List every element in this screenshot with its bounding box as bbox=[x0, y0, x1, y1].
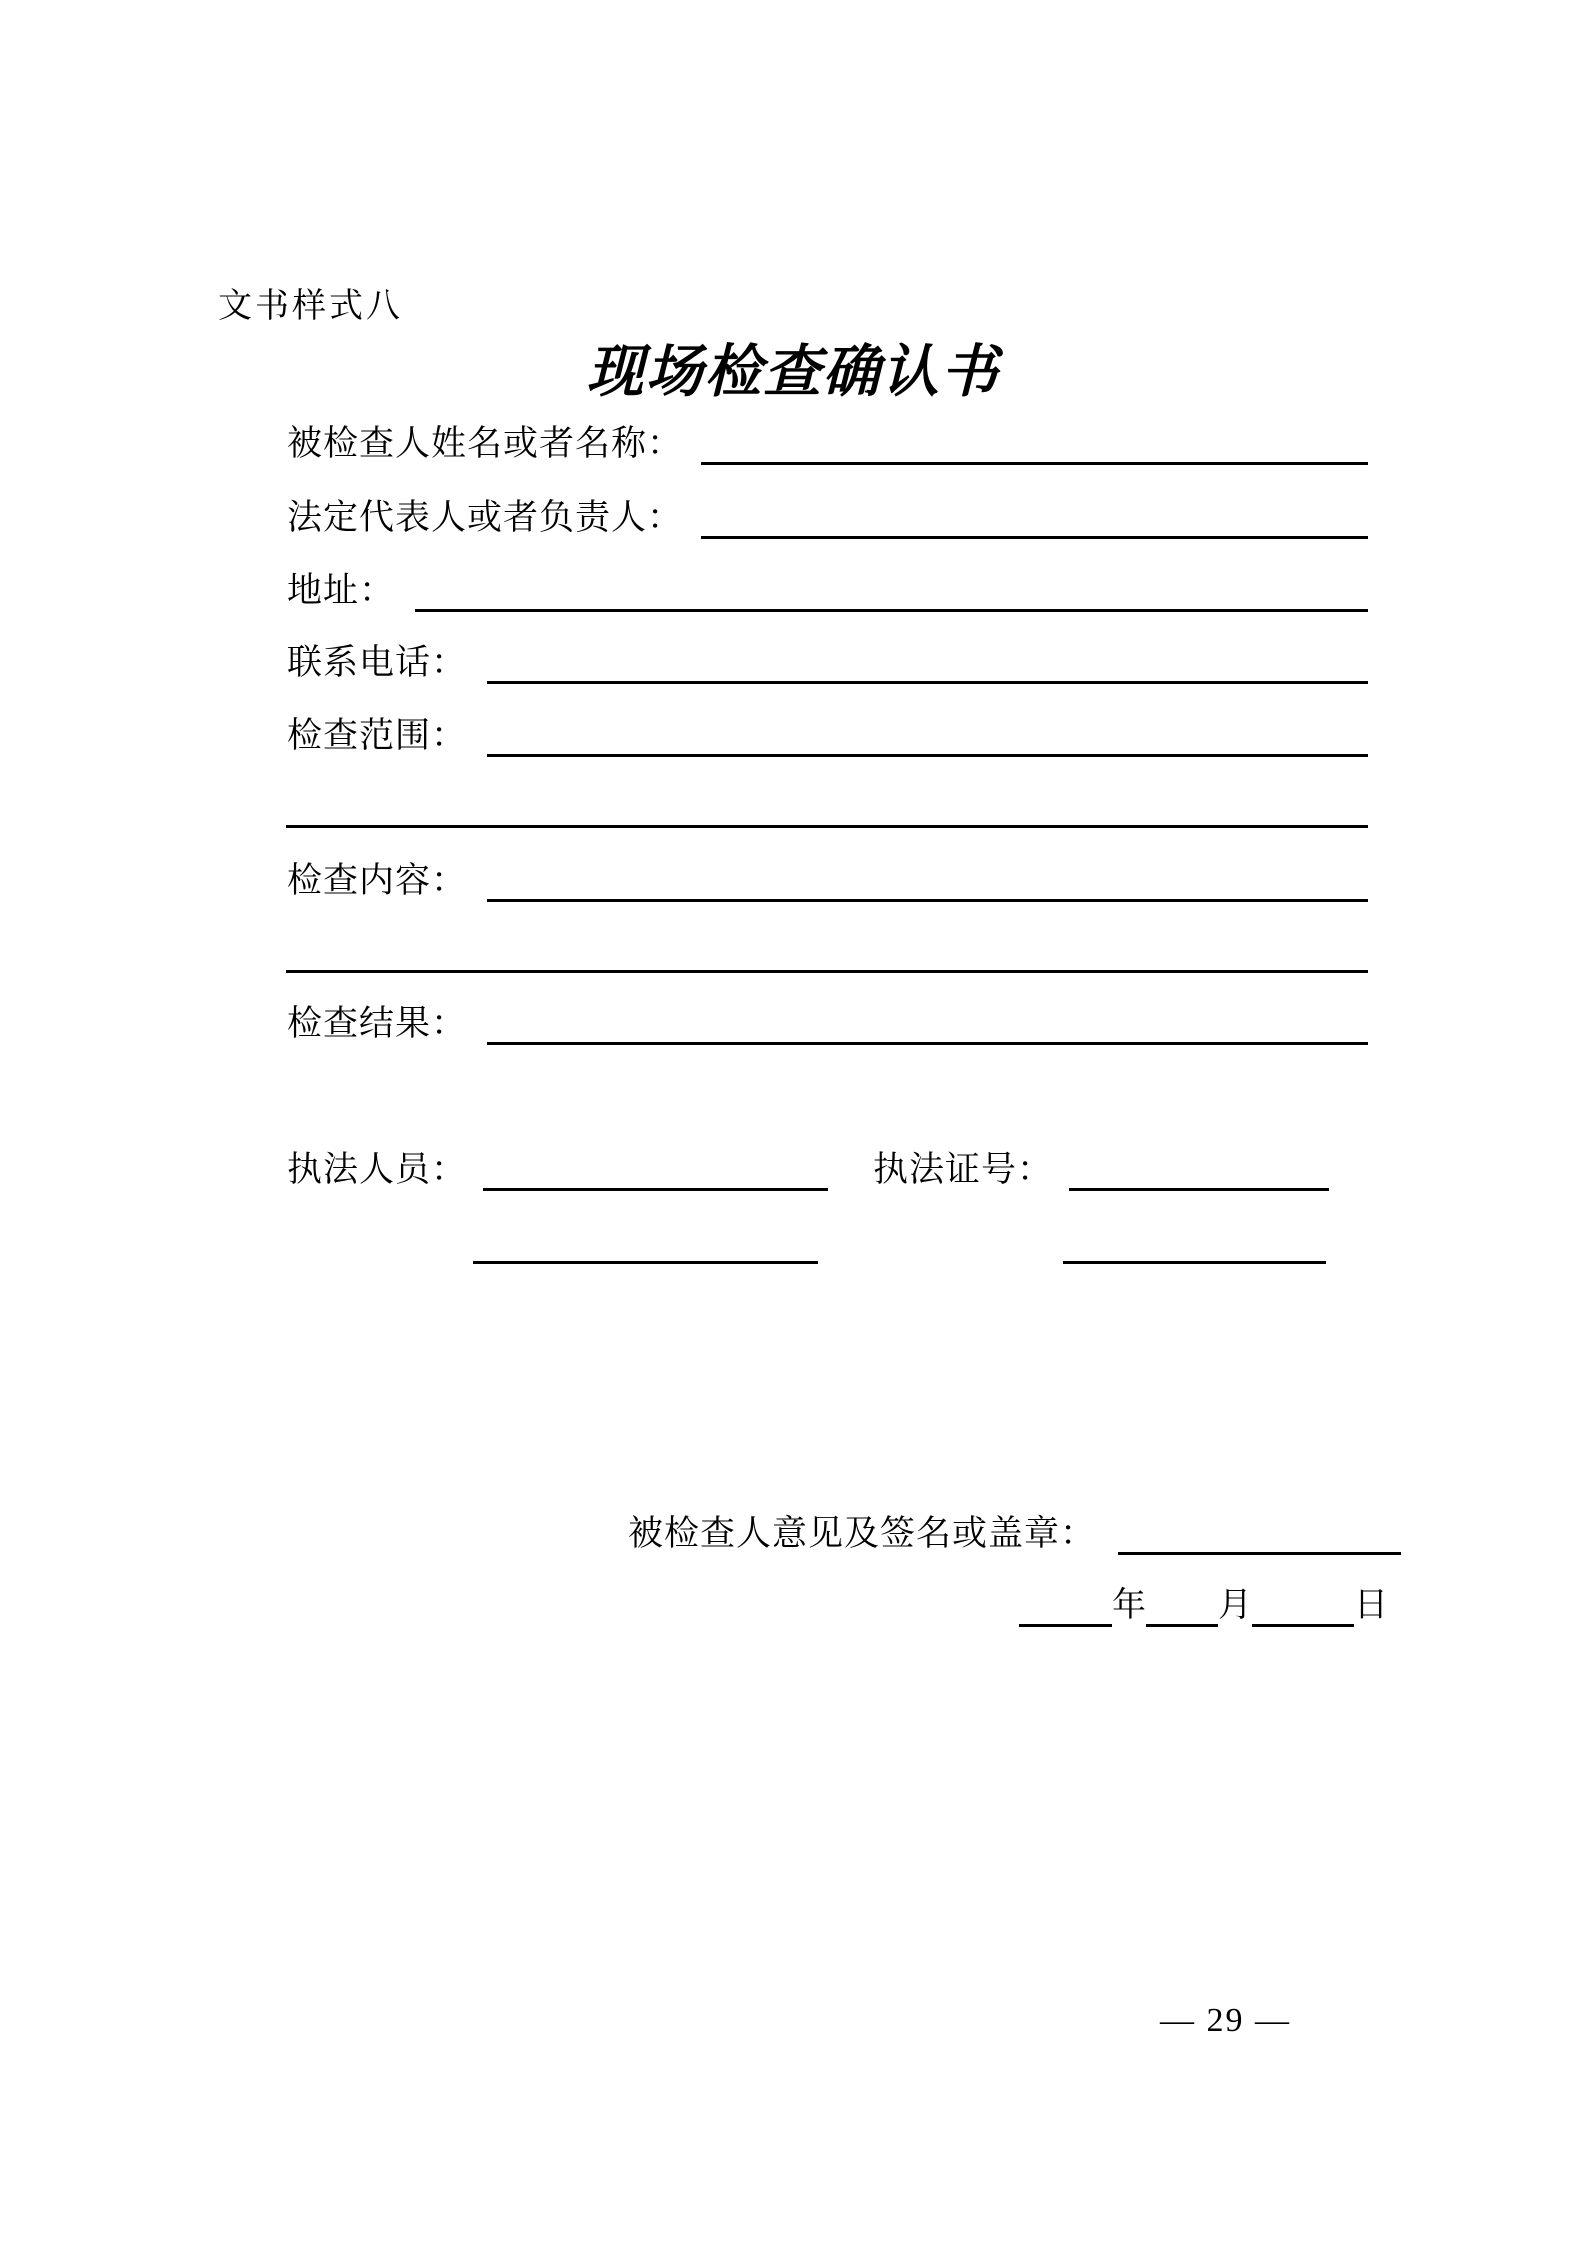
field-row-legal-rep bbox=[287, 479, 1368, 539]
field-row-result bbox=[287, 985, 1368, 1045]
input-line-phone bbox=[487, 681, 1368, 684]
input-line-content-continuation bbox=[286, 970, 1368, 973]
input-line-month bbox=[1146, 1624, 1218, 1627]
field-label-result: 检查结果： bbox=[287, 1004, 468, 1043]
input-line-inspected-name bbox=[701, 462, 1368, 465]
input-line-cert-1 bbox=[1069, 1188, 1329, 1191]
input-line-content bbox=[487, 899, 1368, 902]
input-line-address bbox=[415, 609, 1368, 612]
date-label-month: 月 bbox=[1218, 1587, 1252, 1625]
doc-style-label: 文书样式八 bbox=[218, 288, 403, 325]
field-label-phone: 联系电话： bbox=[287, 643, 468, 682]
field-label-legal-rep: 法定代表人或者负责人： bbox=[287, 498, 684, 537]
field-label-opinion: 被检查人意见及签名或盖章： bbox=[628, 1514, 1097, 1553]
input-line-scope bbox=[487, 754, 1368, 757]
input-line-opinion-signature bbox=[1118, 1552, 1401, 1555]
input-line-legal-rep bbox=[701, 536, 1368, 539]
input-line-scope-continuation bbox=[286, 825, 1368, 828]
field-row-inspected-name bbox=[287, 405, 1368, 465]
field-row-phone bbox=[287, 624, 1368, 684]
field-row-scope bbox=[287, 697, 1368, 757]
input-line-result bbox=[487, 1042, 1368, 1045]
field-row-opinion bbox=[628, 1495, 1401, 1555]
field-row-officer bbox=[287, 1131, 1368, 1191]
field-label-content: 检查内容： bbox=[287, 861, 468, 900]
date-label-day: 日 bbox=[1354, 1587, 1388, 1625]
field-row-content bbox=[287, 842, 1368, 902]
field-label-scope: 检查范围： bbox=[287, 716, 468, 755]
input-line-cert-2 bbox=[1063, 1261, 1326, 1264]
input-line-year bbox=[1019, 1624, 1112, 1627]
page-number: — 29 — bbox=[1160, 2002, 1291, 2039]
field-label-cert: 执法证号： bbox=[873, 1150, 1054, 1189]
field-label-address: 地址： bbox=[287, 571, 396, 610]
date-label-year: 年 bbox=[1112, 1587, 1146, 1625]
input-line-officer-1 bbox=[483, 1188, 828, 1191]
input-line-officer-2 bbox=[473, 1261, 818, 1264]
field-label-inspected-name: 被检查人姓名或者名称： bbox=[287, 424, 684, 463]
input-line-day bbox=[1252, 1624, 1354, 1627]
date-line bbox=[1019, 1577, 1388, 1627]
field-label-officer: 执法人员： bbox=[287, 1150, 468, 1189]
field-row-address bbox=[287, 552, 1368, 612]
document-title: 现场检查确认书 bbox=[586, 341, 1000, 404]
